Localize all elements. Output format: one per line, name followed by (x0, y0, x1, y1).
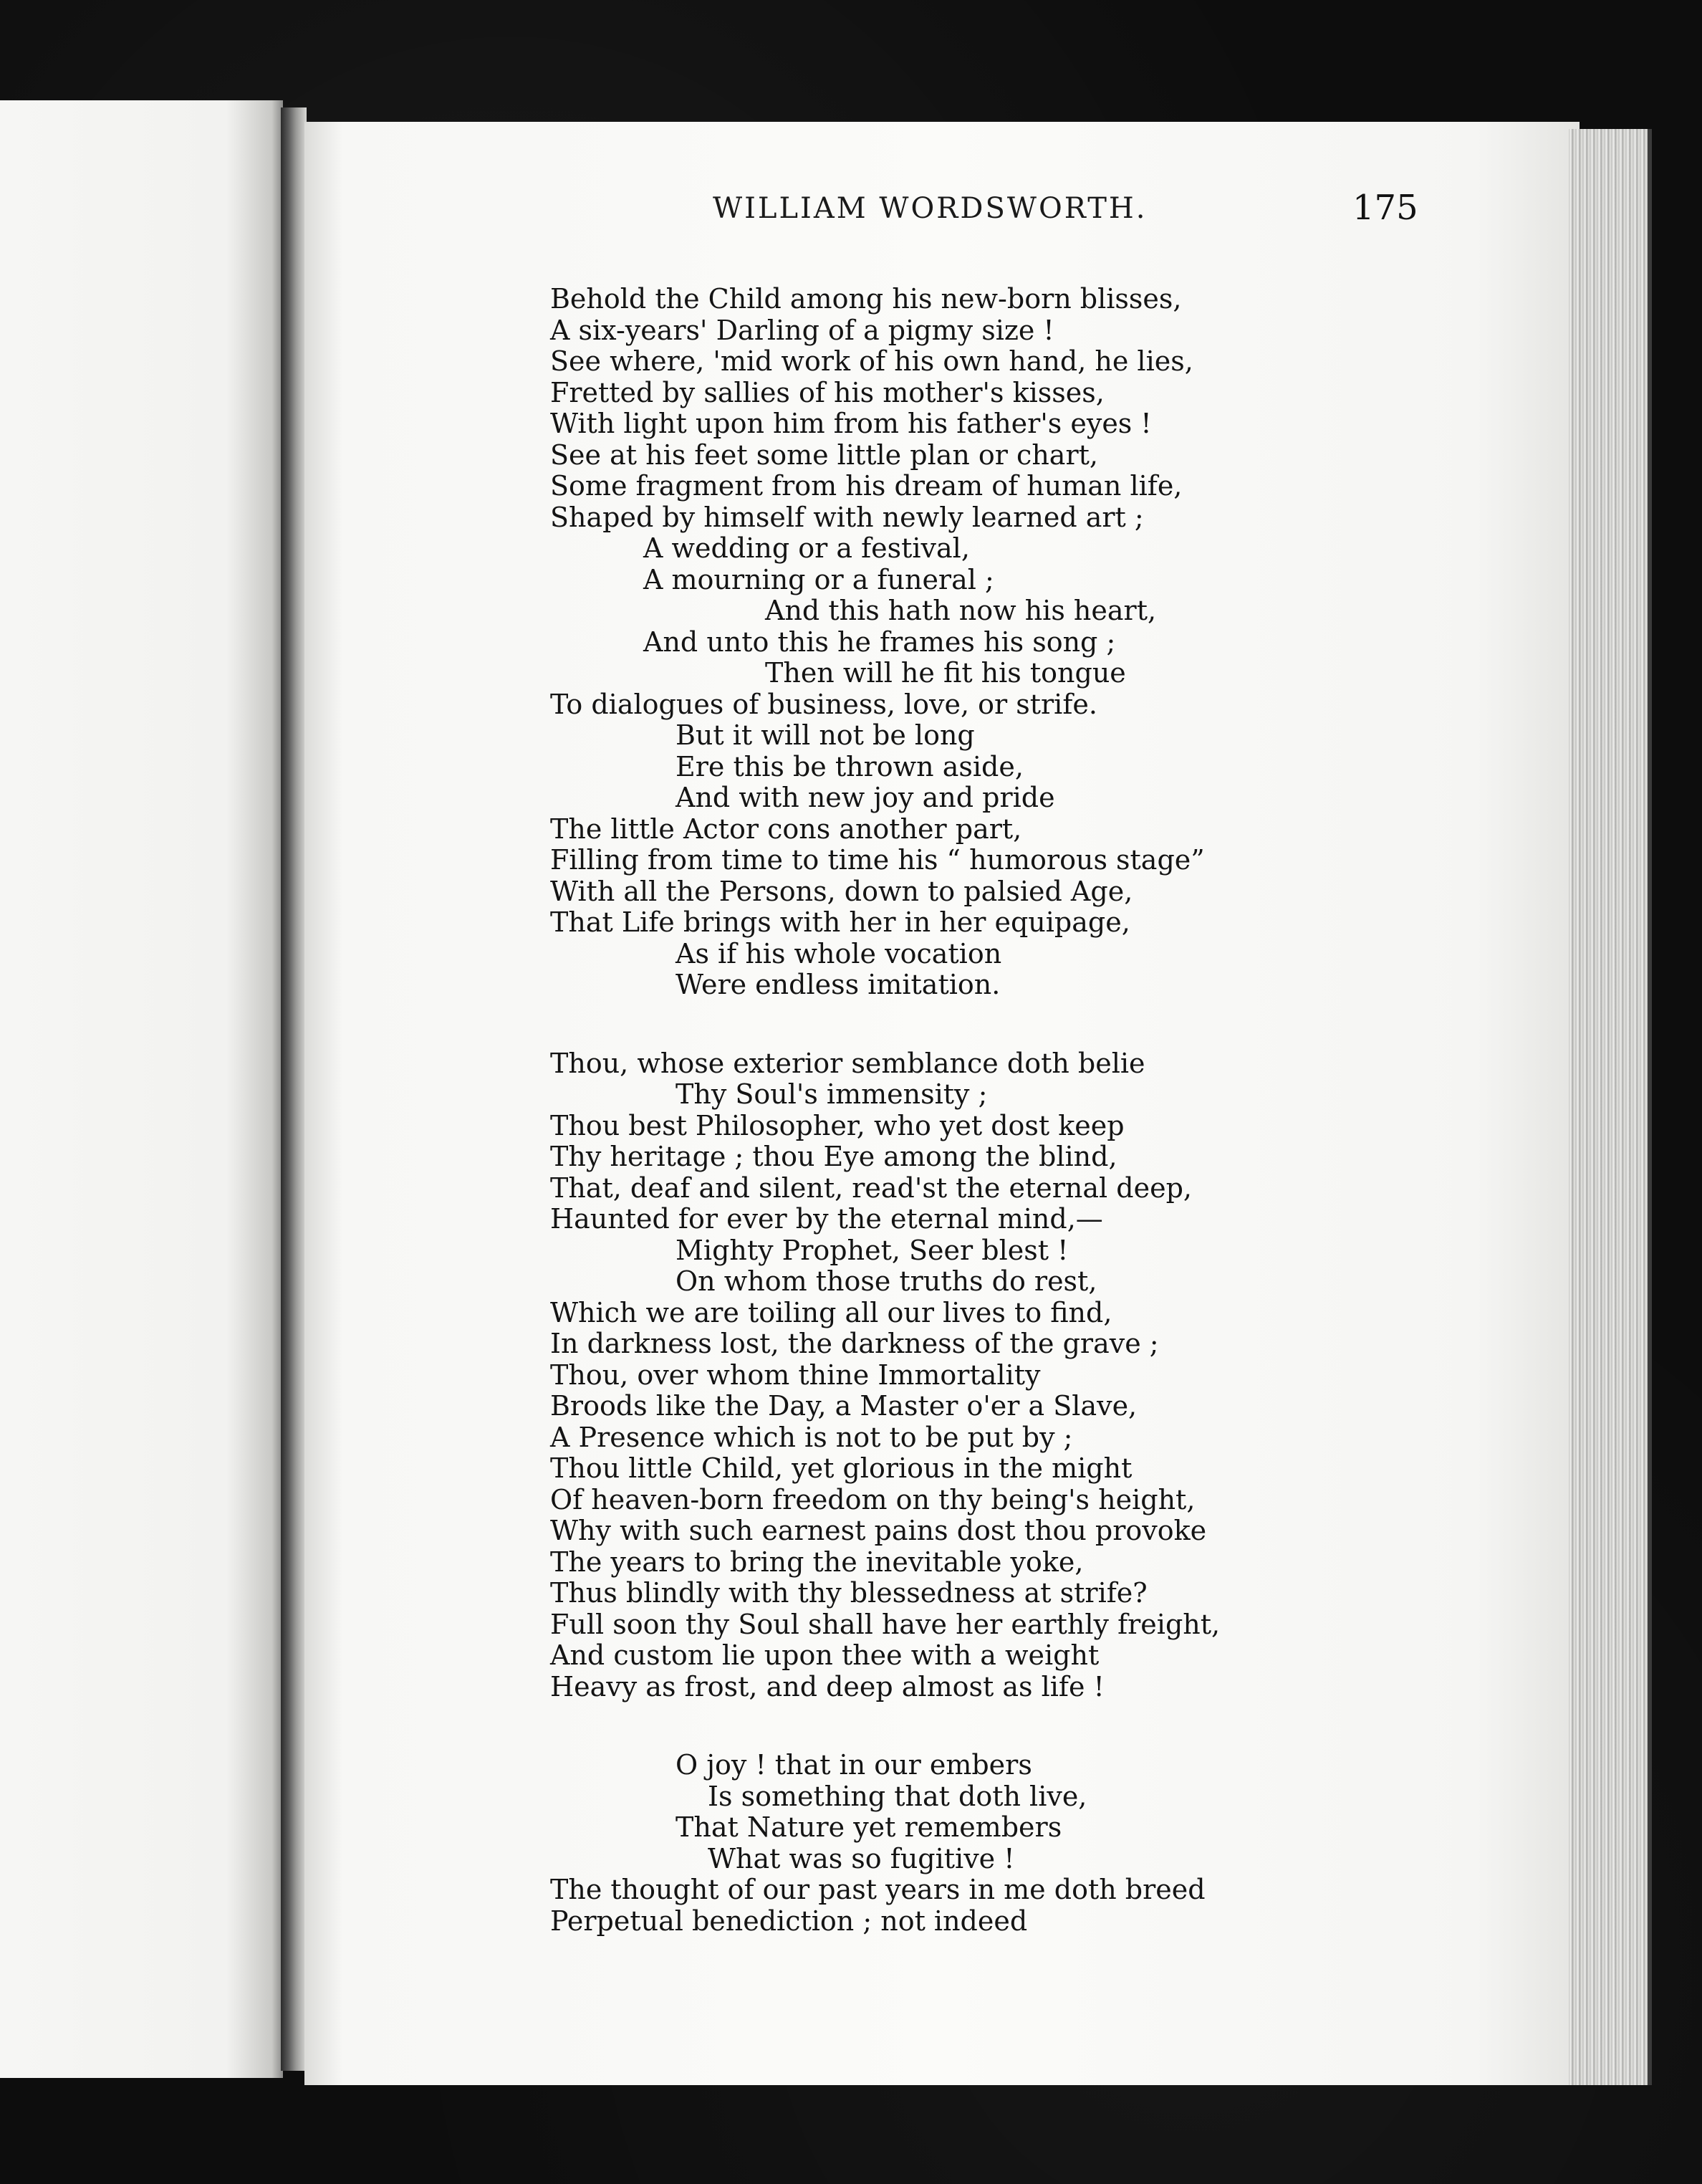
poem-line: With light upon him from his father's eyes ! (550, 408, 1152, 439)
poem-line: To dialogues of business, love, or strife. (550, 688, 1097, 720)
poem-line: A wedding or a festival, (643, 532, 970, 564)
poem-line: Fretted by sallies of his mother's kisses, (550, 376, 1105, 408)
poem-line: In darkness lost, the darkness of the grave ; (550, 1328, 1159, 1359)
poem-line: Were endless imitation. (675, 969, 1001, 1000)
poem-line: Heavy as frost, and deep almost as life ! (550, 1670, 1105, 1702)
poem-line: And custom lie upon thee with a weight (550, 1639, 1100, 1671)
poem-line: That Life brings with her in her equipage, (550, 906, 1130, 938)
poem-line: And with new joy and pride (675, 782, 1055, 813)
poem-line: Broods like the Day, a Master o'er a Slave, (550, 1390, 1138, 1422)
poem-line: On whom those truths do rest, (675, 1265, 1097, 1297)
stanza-break (550, 1001, 1610, 1048)
poem-line: See where, 'mid work of his own hand, he lies, (550, 345, 1193, 377)
poem-line: Thou little Child, yet glorious in the might (550, 1452, 1133, 1484)
stanza (550, 1048, 1610, 1703)
poem-line: That, deaf and silent, read'st the eternal deep, (550, 1172, 1192, 1204)
poem-line: Some fragment from his dream of human life, (550, 470, 1183, 502)
poem-line: Shaped by himself with newly learned art ; (550, 501, 1144, 533)
page-number: 175 (1352, 188, 1418, 228)
stanza (550, 1750, 1610, 1937)
poem-line: But it will not be long (675, 719, 975, 751)
poem-line: Haunted for ever by the eternal mind,— (550, 1203, 1103, 1235)
poem-line: Then will he fit his tongue (765, 657, 1126, 689)
poem-line: See at his feet some little plan or chart, (550, 439, 1098, 471)
poem-line: Why with such earnest pains dost thou provoke (550, 1515, 1207, 1546)
poem-line: And this hath now his heart, (765, 595, 1157, 626)
poem-line: The thought of our past years in me doth breed (550, 1874, 1206, 1905)
stanza-break (550, 1702, 1610, 1750)
poem-line: That Nature yet remembers (675, 1811, 1062, 1843)
poem-line: Thus blindly with thy blessedness at strife? (550, 1577, 1148, 1609)
poem-line: What was so fugitive ! (708, 1842, 1015, 1874)
poem-line: The little Actor cons another part, (550, 813, 1022, 845)
book-gutter (281, 107, 307, 2071)
poem-line: Perpetual benediction ; not indeed (550, 1905, 1028, 1937)
running-head: WILLIAM WORDSWORTH. (713, 192, 1148, 225)
poem-line: And unto this he frames his song ; (643, 626, 1116, 658)
poem-line: The years to bring the inevitable yoke, (550, 1546, 1084, 1578)
poem-line: Is something that doth live, (708, 1780, 1087, 1812)
poem-line: Thou, over whom thine Immortality (550, 1359, 1041, 1391)
poem-line: Full soon thy Soul shall have her earthly freight, (550, 1608, 1221, 1640)
poem-line: Mighty Prophet, Seer blest ! (675, 1234, 1069, 1266)
poem-line: With all the Persons, down to palsied Age, (550, 875, 1133, 907)
poem-line: A six-years' Darling of a pigmy size ! (550, 314, 1054, 346)
poem-line: Thy Soul's immensity ; (675, 1078, 988, 1110)
poem-line: Which we are toiling all our lives to find, (550, 1296, 1112, 1328)
poem-line: Thy heritage ; thou Eye among the blind, (550, 1141, 1117, 1172)
poem-line: Thou, whose exterior semblance doth belie (550, 1047, 1145, 1079)
poem-line: Of heaven-born freedom on thy being's height, (550, 1483, 1196, 1515)
stanza (550, 284, 1610, 1001)
poem-line: Thou best Philosopher, who yet dost keep (550, 1109, 1125, 1141)
poem-line: As if his whole vocation (675, 937, 1002, 969)
poem-line: O joy ! that in our embers (675, 1749, 1032, 1781)
poem-text (550, 284, 1610, 1937)
poem-line: Filling from time to time his “ humorous stage” (550, 844, 1205, 876)
poem-line: A Presence which is not to be put by ; (550, 1421, 1073, 1453)
poem-line: Behold the Child among his new-born blisses, (550, 283, 1182, 315)
poem-line: A mourning or a funeral ; (643, 563, 994, 595)
poem-line: Ere this be thrown aside, (675, 750, 1024, 782)
previous-page (0, 100, 283, 2078)
